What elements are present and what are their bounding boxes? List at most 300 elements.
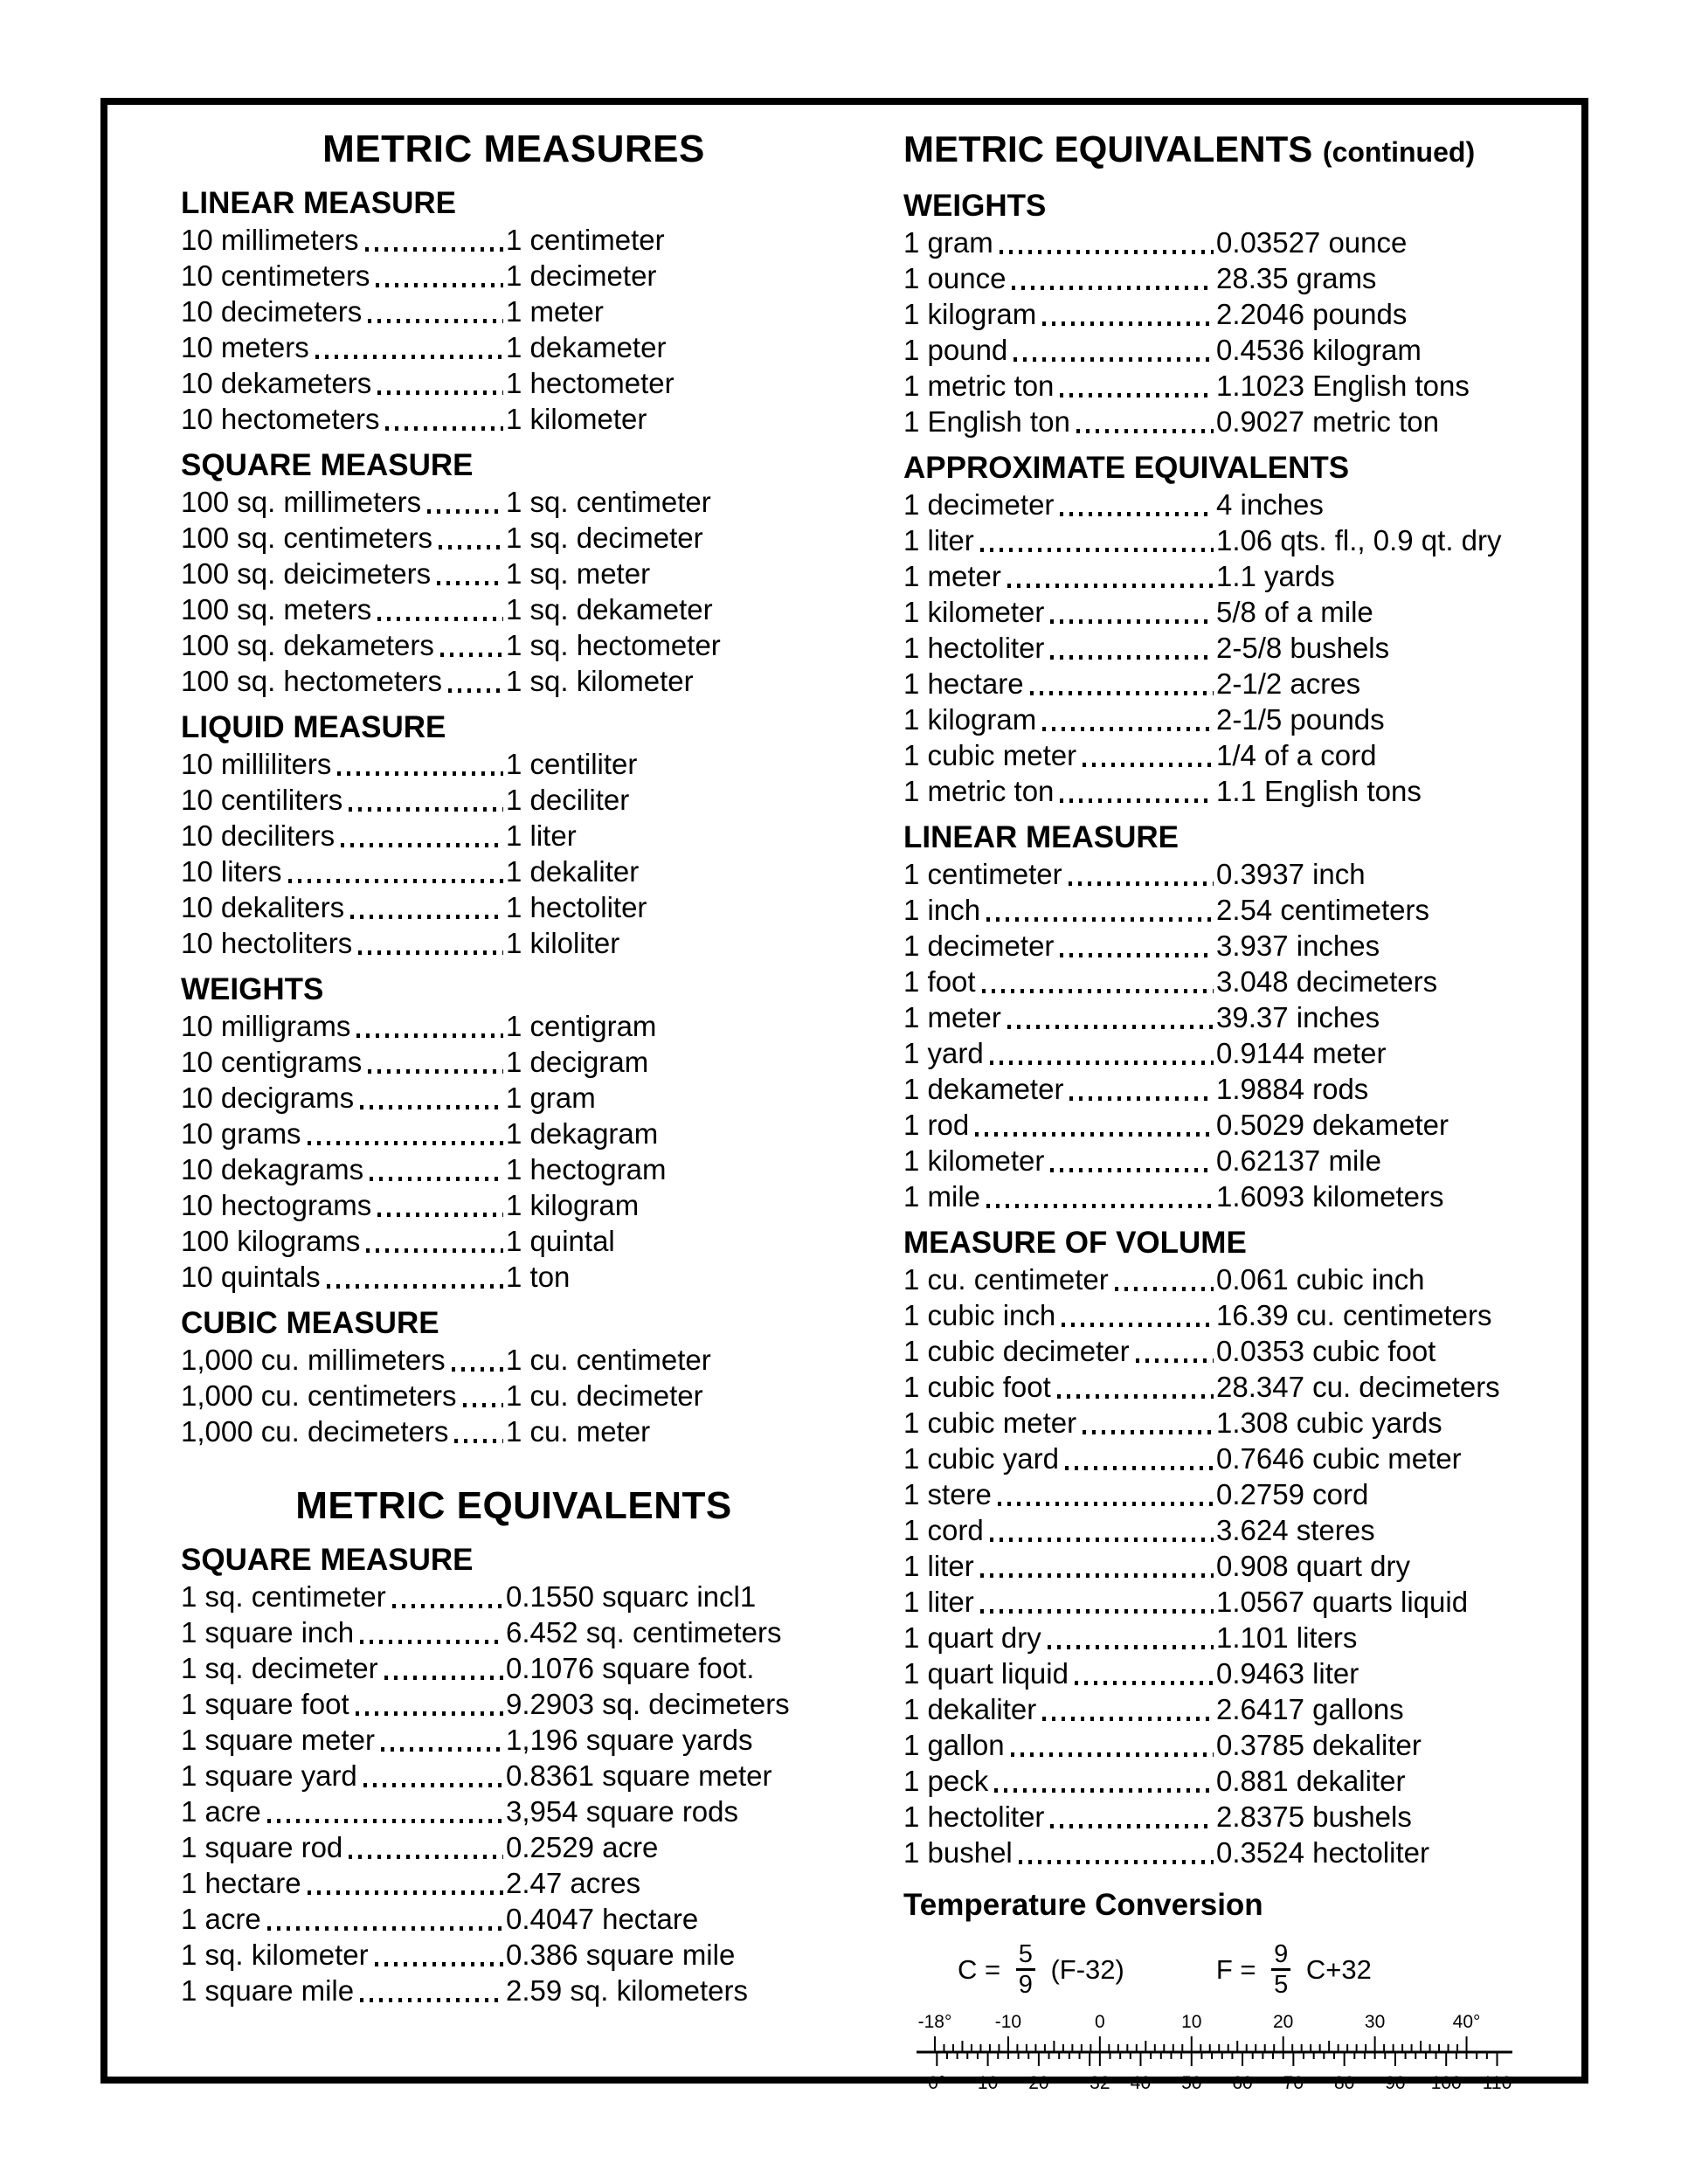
dot-leader <box>356 1033 503 1038</box>
row-value: 0.7646 cubic meter <box>1216 1442 1462 1475</box>
conversion-row <box>181 1413 847 1449</box>
dot-leader <box>1060 798 1214 803</box>
row-label-cell <box>181 1758 506 1794</box>
title-continued-suffix: (continued) <box>1322 136 1476 168</box>
formula-tail: (F-32) <box>1042 1953 1124 1985</box>
row-value: 2-5/8 bushels <box>1216 632 1390 664</box>
conversion-row <box>181 294 847 329</box>
row-label: 10 decimeters <box>181 295 363 328</box>
dot-leader <box>360 1998 503 2002</box>
row-label-cell <box>903 487 1216 522</box>
row-label-cell <box>181 1722 506 1758</box>
row-label-cell <box>181 294 506 329</box>
dot-leader <box>1060 953 1214 957</box>
fahrenheit-tick-label: 50 <box>1181 2072 1202 2093</box>
row-label: 1 stere <box>903 1478 992 1510</box>
dot-leader <box>1012 286 1214 290</box>
conversion-row <box>903 1655 1594 1691</box>
conversion-row <box>181 1614 847 1650</box>
row-label-cell <box>181 556 506 591</box>
row-label-cell <box>903 1297 1216 1333</box>
row-label: 1 decimeter <box>903 488 1055 521</box>
row-label-cell <box>181 484 506 520</box>
row-label: 10 hectoliters <box>181 927 353 959</box>
conversion-row <box>181 782 847 818</box>
metric-equivalents-continued-title <box>903 124 1594 177</box>
row-value: 1 dekaliter <box>506 855 640 888</box>
conversion-row <box>181 818 847 854</box>
section-heading: WEIGHTS <box>903 189 1047 223</box>
dot-leader <box>1050 1168 1214 1172</box>
row-label: 10 liters <box>181 855 282 888</box>
dot-leader <box>437 581 503 585</box>
row-value: 0.1550 squarc incl1 <box>506 1580 757 1613</box>
celsius-tick-label: 20 <box>1273 2011 1294 2032</box>
row-value: 9.2903 sq. decimeters <box>506 1688 790 1720</box>
row-label: 100 sq. hectometers <box>181 665 442 697</box>
measure-section <box>181 971 847 1295</box>
fahrenheit-tick-label: 10 <box>977 2072 999 2093</box>
dot-leader <box>452 1367 503 1372</box>
conversion-row <box>903 737 1594 773</box>
row-value: 1 sq. meter <box>506 557 651 590</box>
row-label-cell <box>181 1973 506 2008</box>
row-label: 1 hectoliter <box>903 632 1045 664</box>
row-label: 10 milligrams <box>181 1010 351 1042</box>
fraction <box>1016 1940 1035 2000</box>
conversion-row <box>181 1259 847 1295</box>
row-label: 1 quart liquid <box>903 1657 1069 1690</box>
dot-leader <box>360 1105 503 1109</box>
row-label: 1 hectare <box>181 1867 301 1899</box>
row-label-cell <box>903 892 1216 928</box>
row-value: 1 deciliter <box>506 784 630 816</box>
row-label-cell <box>903 666 1216 702</box>
row-value: 0.62137 mile <box>1216 1144 1381 1177</box>
row-value: 1 cu. meter <box>506 1415 651 1448</box>
row-label: 1 quart dry <box>903 1621 1041 1654</box>
row-label-cell <box>181 1259 506 1295</box>
row-label: 1 square mile <box>181 1974 355 2007</box>
conversion-row <box>181 1579 847 1614</box>
row-label-cell <box>903 1107 1216 1143</box>
row-value: 1 sq. hectometer <box>506 629 721 661</box>
row-label-cell <box>903 1178 1216 1214</box>
row-label: 1 hectare <box>903 667 1024 700</box>
dot-leader <box>267 1926 503 1931</box>
dot-leader <box>1083 763 1214 767</box>
temperature-formula <box>1216 1940 1372 2000</box>
row-label: 10 centiliters <box>181 784 343 816</box>
measure-section <box>903 450 1594 809</box>
dot-leader <box>1011 1752 1214 1757</box>
row-value: 5/8 of a mile <box>1216 596 1373 628</box>
dot-leader <box>986 917 1214 922</box>
row-value: 1.1 yards <box>1216 560 1335 592</box>
dot-leader <box>1050 619 1214 624</box>
formula-tail: C+32 <box>1298 1953 1372 1985</box>
row-value: 1 hectometer <box>506 367 675 399</box>
dot-leader <box>980 1573 1214 1578</box>
conversion-row <box>181 1151 847 1187</box>
fahrenheit-tick-label: 60 <box>1232 2072 1253 2093</box>
row-value: 2-1/2 acres <box>1216 667 1361 700</box>
dot-leader <box>350 915 503 919</box>
row-label: 1 liter <box>903 1550 974 1582</box>
row-value: 0.2529 acre <box>506 1831 659 1863</box>
conversion-row <box>903 404 1594 439</box>
row-value: 1 centigram <box>506 1010 657 1042</box>
row-label: 1 acre <box>181 1795 261 1828</box>
dot-leader <box>377 617 503 621</box>
row-value: 1 kilogram <box>506 1189 640 1221</box>
conversion-row <box>903 630 1594 666</box>
row-value: 2.54 centimeters <box>1216 894 1429 926</box>
section-heading: LINEAR MEASURE <box>903 820 1180 854</box>
row-label: 1 cubic foot <box>903 1371 1051 1403</box>
dot-leader <box>454 1439 503 1443</box>
row-label: 1,000 cu. decimeters <box>181 1415 449 1448</box>
dot-leader <box>267 1819 503 1823</box>
row-value: 0.9463 liter <box>1216 1657 1359 1690</box>
conversion-row <box>903 1107 1594 1143</box>
dot-leader <box>349 1855 503 1859</box>
dot-leader <box>448 688 503 693</box>
row-label-cell <box>181 1865 506 1901</box>
conversion-row <box>903 368 1594 404</box>
conversion-row <box>903 1584 1594 1620</box>
fahrenheit-tick-label: 100 <box>1430 2072 1462 2093</box>
temperature-scale-ruler <box>909 2012 1520 2099</box>
row-label-cell <box>903 225 1216 260</box>
row-label: 10 centimeters <box>181 259 370 292</box>
row-value: 2.6417 gallons <box>1216 1693 1404 1725</box>
row-label: 1 gram <box>903 226 993 259</box>
right-column <box>903 124 1594 2104</box>
measure-section <box>903 1225 1594 1870</box>
row-label: 1 inch <box>903 894 981 926</box>
row-label: 1 metric ton <box>903 370 1055 402</box>
row-label-cell <box>903 558 1216 594</box>
conversion-row <box>181 365 847 401</box>
row-value: 0.0353 cubic foot <box>1216 1335 1436 1367</box>
dot-leader <box>368 1069 503 1074</box>
row-value: 1.1023 English tons <box>1216 370 1470 402</box>
dot-leader <box>1000 250 1214 254</box>
dot-leader <box>1019 1860 1214 1864</box>
row-label: 1 peck <box>903 1765 989 1797</box>
section-heading: CUBIC MEASURE <box>181 1306 439 1340</box>
row-label-cell <box>181 1937 506 1973</box>
row-label: 10 meters <box>181 331 309 363</box>
row-label: 1 kilometer <box>903 596 1045 628</box>
fahrenheit-tick-label: 32 <box>1090 2072 1110 2093</box>
row-label: 100 sq. centimeters <box>181 522 432 554</box>
row-label: 1 rod <box>903 1109 970 1141</box>
row-label: 10 grams <box>181 1117 301 1150</box>
conversion-row <box>181 627 847 663</box>
dot-leader <box>376 283 503 287</box>
row-label: 1 liter <box>903 524 974 556</box>
row-value: 1 ton <box>506 1261 571 1293</box>
row-label-cell <box>903 404 1216 439</box>
row-label: 1 acre <box>181 1903 261 1935</box>
conversion-row <box>181 556 847 591</box>
temperature-formulas <box>958 1940 1594 2000</box>
dot-leader <box>1042 321 1214 326</box>
conversion-row <box>181 1187 847 1223</box>
row-label-cell <box>181 1413 506 1449</box>
dot-leader <box>358 950 503 955</box>
row-value: 0.5029 dekameter <box>1216 1109 1449 1141</box>
row-label: 10 dekagrams <box>181 1153 364 1185</box>
conversion-row <box>903 225 1594 260</box>
row-label: 10 deciliters <box>181 819 336 852</box>
row-label: 1 square foot <box>181 1688 349 1720</box>
conversion-row <box>903 1333 1594 1369</box>
dot-leader <box>982 989 1214 993</box>
row-label-cell <box>181 222 506 258</box>
conversion-row <box>181 1722 847 1758</box>
dot-leader <box>360 1640 503 1644</box>
row-label-cell <box>903 773 1216 809</box>
dot-leader <box>341 843 503 847</box>
row-label: 1 square inch <box>181 1616 355 1648</box>
measure-section <box>903 819 1594 1214</box>
row-label-cell <box>903 1835 1216 1870</box>
row-value: 1,196 square yards <box>506 1724 753 1756</box>
row-label-cell <box>903 1727 1216 1763</box>
row-label: 1 cubic meter <box>903 739 1077 771</box>
row-value: 0.8361 square meter <box>506 1759 772 1792</box>
row-value: 1 kiloliter <box>506 927 620 959</box>
dot-leader <box>1069 881 1214 886</box>
row-label: 1 square yard <box>181 1759 357 1792</box>
row-value: 1.06 qts. fl., 0.9 qt. dry <box>1216 524 1502 556</box>
row-label-cell <box>181 591 506 627</box>
fraction-numerator: 9 <box>1274 1940 1289 1968</box>
row-value: 1 decimeter <box>506 259 657 292</box>
row-value: 1 hectoliter <box>506 891 647 923</box>
row-label: 1 cubic meter <box>903 1406 1077 1439</box>
row-label-cell <box>181 1116 506 1151</box>
row-value: 1 kilometer <box>506 403 647 435</box>
row-value: 4 inches <box>1216 488 1324 521</box>
dot-leader <box>1062 1323 1214 1327</box>
dot-leader <box>288 879 503 883</box>
conversion-row <box>903 964 1594 999</box>
row-label-cell <box>903 1035 1216 1071</box>
row-label-cell <box>181 329 506 365</box>
conversion-row <box>181 889 847 925</box>
conversion-row <box>903 1763 1594 1799</box>
fraction-numerator: 5 <box>1018 1940 1033 1968</box>
conversion-row <box>181 1342 847 1378</box>
dot-leader <box>975 1132 1214 1137</box>
row-value: 0.4536 kilogram <box>1216 334 1422 366</box>
celsius-tick-label: 0 <box>1095 2011 1105 2032</box>
fahrenheit-tick-label: 0° <box>928 2072 946 2093</box>
row-value: 1.6093 kilometers <box>1216 1180 1444 1213</box>
dot-leader <box>392 1604 503 1608</box>
row-value: 0.386 square mile <box>506 1939 736 1971</box>
conversion-row <box>903 1178 1594 1214</box>
row-value: 2.2046 pounds <box>1216 298 1408 330</box>
dot-leader <box>1065 1466 1214 1470</box>
conversion-row <box>903 999 1594 1035</box>
dot-leader <box>363 1783 503 1787</box>
conversion-row <box>903 1143 1594 1178</box>
conversion-row <box>903 332 1594 368</box>
row-label-cell <box>181 258 506 294</box>
formula-lead: F = <box>1215 1953 1264 1985</box>
row-label-cell <box>181 1579 506 1614</box>
row-label: 1 meter <box>903 560 1001 592</box>
row-label-cell <box>181 1008 506 1044</box>
dot-leader <box>1075 1681 1214 1685</box>
row-label: 1 cubic inch <box>903 1299 1056 1331</box>
row-value: 28.347 cu. decimeters <box>1216 1371 1500 1403</box>
conversion-row <box>903 1835 1594 1870</box>
row-value: 1 cu. centimeter <box>506 1344 711 1376</box>
conversion-row <box>903 296 1594 332</box>
row-label-cell <box>903 702 1216 737</box>
dot-leader <box>1030 691 1214 695</box>
row-label-cell <box>903 1548 1216 1584</box>
row-label: 1 meter <box>903 1001 1001 1033</box>
conversion-row <box>903 1548 1594 1584</box>
dot-leader <box>1042 727 1214 731</box>
dot-leader <box>1060 393 1214 397</box>
row-label-cell <box>181 1650 506 1686</box>
fraction-denominator: 5 <box>1271 1968 1290 1999</box>
conversion-row <box>181 746 847 782</box>
conversion-row <box>903 1071 1594 1107</box>
conversion-row <box>903 1297 1594 1333</box>
dot-leader <box>1115 1287 1214 1291</box>
row-value: 16.39 cu. centimeters <box>1216 1299 1492 1331</box>
dot-leader <box>384 1676 503 1680</box>
row-label-cell <box>903 1143 1216 1178</box>
measure-section <box>181 447 847 699</box>
dot-leader <box>385 426 503 431</box>
dot-leader <box>381 1747 503 1752</box>
fraction-denominator: 9 <box>1016 1968 1035 1999</box>
row-label-cell <box>181 1794 506 1829</box>
measure-section <box>903 188 1594 439</box>
row-label-cell <box>903 1620 1216 1655</box>
row-value: 1 centiliter <box>506 748 638 780</box>
row-label-cell <box>181 1342 506 1378</box>
fahrenheit-tick-label: 70 <box>1283 2072 1304 2093</box>
dot-leader <box>1136 1358 1214 1363</box>
row-label-cell <box>181 1223 506 1259</box>
dot-leader <box>1060 512 1214 516</box>
row-value: 0.1076 square foot. <box>506 1652 755 1684</box>
row-label: 1 centimeter <box>903 858 1062 890</box>
row-label-cell <box>903 332 1216 368</box>
celsius-tick-label: -18° <box>917 2011 952 2032</box>
row-value: 1 liter <box>506 819 577 852</box>
row-label-cell <box>903 1369 1216 1405</box>
row-value: 39.37 inches <box>1216 1001 1380 1033</box>
measure-section <box>181 709 847 961</box>
row-value: 1.308 cubic yards <box>1216 1406 1442 1439</box>
row-label-cell <box>181 782 506 818</box>
section-heading: MEASURE OF VOLUME <box>903 1226 1247 1260</box>
conversion-row <box>181 329 847 365</box>
dot-leader <box>356 1711 503 1716</box>
conversion-row <box>903 260 1594 296</box>
row-label: 1 ounce <box>903 262 1007 294</box>
row-label: 1 metric ton <box>903 775 1055 807</box>
section-heading: SQUARE MEASURE <box>181 448 474 482</box>
conversion-row <box>181 484 847 520</box>
celsius-tick-label: -10 <box>994 2011 1022 2032</box>
conversion-row <box>181 1008 847 1044</box>
row-label-cell <box>181 1044 506 1080</box>
conversion-row <box>903 773 1594 809</box>
dot-leader <box>980 548 1214 552</box>
row-label: 1 mile <box>903 1180 981 1213</box>
dot-leader <box>327 1284 503 1289</box>
row-label-cell <box>903 964 1216 999</box>
dot-leader <box>349 807 503 812</box>
row-label: 1 sq. kilometer <box>181 1939 369 1971</box>
row-value: 1 dekameter <box>506 331 667 363</box>
row-label: 1 sq. centimeter <box>181 1580 386 1613</box>
dot-leader <box>308 1890 503 1895</box>
conversion-row <box>181 1686 847 1722</box>
row-label-cell <box>181 1686 506 1722</box>
row-label-cell <box>181 925 506 961</box>
conversion-row <box>903 892 1594 928</box>
fahrenheit-tick-label: 90 <box>1385 2072 1406 2093</box>
conversion-row <box>181 1901 847 1937</box>
conversion-row <box>181 222 847 258</box>
row-label-cell <box>181 1829 506 1865</box>
row-value: 1 quintal <box>506 1225 615 1257</box>
dot-leader <box>980 1609 1214 1614</box>
temperature-formula <box>958 1940 1124 2000</box>
dot-leader <box>368 319 503 323</box>
row-label: 1 decimeter <box>903 930 1055 962</box>
fahrenheit-tick-label: 110 <box>1482 2072 1512 2093</box>
row-label: 10 decigrams <box>181 1082 355 1114</box>
conversion-row <box>181 591 847 627</box>
row-label-cell <box>181 854 506 889</box>
row-label: 1 cubic decimeter <box>903 1335 1130 1367</box>
dot-leader <box>990 1061 1214 1065</box>
row-label: 1 pound <box>903 334 1008 366</box>
conversion-row <box>903 1441 1594 1476</box>
page-border <box>100 98 1588 2093</box>
row-label: 100 kilograms <box>181 1225 361 1257</box>
measure-section <box>181 1305 847 1449</box>
row-value: 6.452 sq. centimeters <box>506 1616 782 1648</box>
title-text: METRIC EQUIVALENTS <box>903 128 1313 169</box>
row-label-cell <box>903 737 1216 773</box>
row-value: 0.4047 hectare <box>506 1903 699 1935</box>
row-label-cell <box>181 663 506 699</box>
conversion-row <box>903 487 1594 522</box>
row-value: 1.9884 rods <box>1216 1073 1369 1105</box>
row-value: 1 gram <box>506 1082 596 1114</box>
dot-leader <box>315 355 503 359</box>
row-label: 1 cord <box>903 1514 984 1546</box>
row-label-cell <box>903 928 1216 964</box>
row-value: 3.624 steres <box>1216 1514 1375 1546</box>
